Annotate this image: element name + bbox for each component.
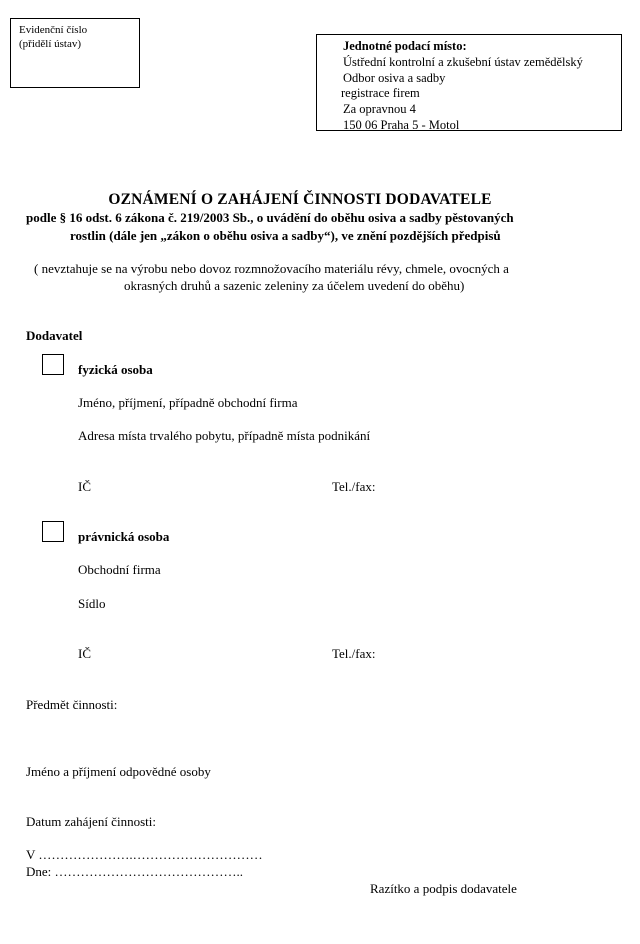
address-line-4: Za opravnou 4: [343, 102, 416, 117]
natural-person-checkbox[interactable]: [42, 354, 64, 375]
submission-place-address: [343, 39, 583, 134]
legal-person-seat-field[interactable]: Sídlo: [78, 596, 106, 611]
responsible-person-field[interactable]: Jméno a příjmení odpovědné osoby: [26, 764, 211, 779]
natural-person-address-field[interactable]: Adresa místa trvalého pobytu, případně místa podnikání: [78, 428, 371, 443]
stamp-signature-label: Razítko a podpis dodavatele: [370, 881, 517, 896]
legal-reference-line2: rostlin (dále jen „zákon o oběhu osiva a sadby“), ve znění pozdějších předpisů: [70, 228, 501, 243]
legal-person-checkbox[interactable]: [42, 521, 64, 542]
natural-person-label: fyzická osoba: [78, 362, 153, 377]
evidence-number-box[interactable]: [10, 18, 140, 88]
document-title: OZNÁMENÍ O ZAHÁJENÍ ČINNOSTI DODAVATELE: [108, 191, 492, 208]
legal-person-phone-field[interactable]: Tel./fax:: [332, 646, 376, 661]
address-line-5: 150 06 Praha 5 - Motol: [343, 117, 460, 132]
evidence-number-line1: Evidenční číslo: [19, 24, 88, 36]
evidence-number-label: [19, 23, 87, 51]
activity-subject-field[interactable]: Předmět činnosti:: [26, 697, 118, 712]
supplier-section-label: Dodavatel: [26, 328, 83, 343]
submission-place-heading: Jednotné podací místo:: [343, 39, 467, 53]
date-field[interactable]: Dne: ……………………………………..: [26, 864, 244, 879]
natural-person-name-field[interactable]: Jméno, příjmení, případně obchodní firma: [78, 395, 298, 410]
legal-reference-line1: podle § 16 odst. 6 zákona č. 219/2003 Sb., o uvádění do oběhu osiva a sadby pěstovaných: [26, 210, 514, 225]
natural-person-phone-field[interactable]: Tel./fax:: [332, 479, 376, 494]
scope-note-line1: ( nevztahuje se na výrobu nebo dovoz rozmnožovacího materiálu révy, chmele, ovocných a: [34, 261, 509, 276]
natural-person-ic-field[interactable]: IČ: [78, 479, 91, 494]
address-line-1: Ústřední kontrolní a zkušební ústav zemědělský: [343, 54, 583, 69]
legal-person-ic-field[interactable]: IČ: [78, 646, 91, 661]
legal-person-company-field[interactable]: Obchodní firma: [78, 562, 161, 577]
address-line-2: Odbor osiva a sadby: [343, 70, 446, 85]
evidence-number-line2: (přidělí ústav): [19, 38, 82, 50]
scope-note-line2: okrasných druhů a sazenic zeleniny za účelem uvedení do oběhu): [124, 278, 465, 293]
legal-person-label: právnická osoba: [78, 529, 170, 544]
place-field[interactable]: V ………………….…………………………: [26, 847, 263, 862]
submission-place-box: [316, 34, 622, 131]
start-date-field[interactable]: Datum zahájení činnosti:: [26, 814, 156, 829]
address-line-3: registrace firem: [341, 86, 420, 101]
